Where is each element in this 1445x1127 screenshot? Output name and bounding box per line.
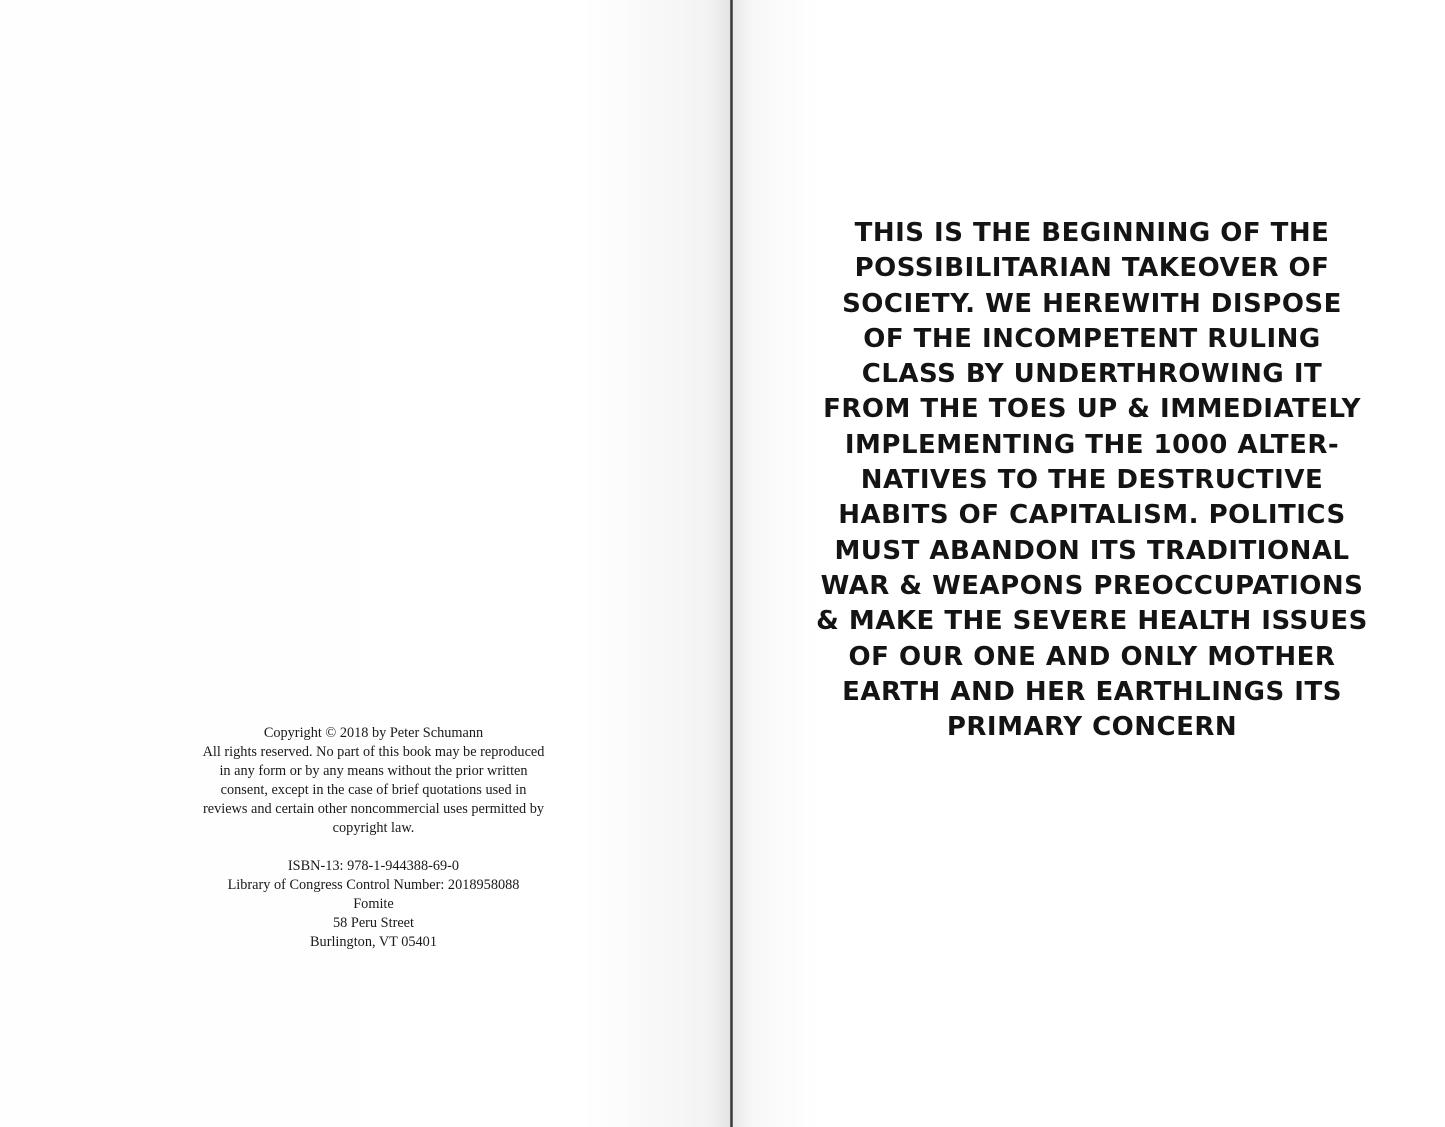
rights-line: reviews and certain other noncommercial uses permitted by [202,801,545,817]
rights-line: consent, except in the case of brief quotations used in [220,782,527,798]
rights-line: copyright law. [332,820,415,836]
manifesto-line: PRIMARY CONCERN [946,712,1238,743]
manifesto-line: MUST ABANDON ITS TRADITIONAL [834,535,1350,566]
publisher-street: 58 Peru Street [333,915,414,931]
manifesto-line: WAR & WEAPONS PREOCCUPATIONS [820,570,1364,601]
isbn: ISBN-13: 978-1-944388-69-0 [287,858,460,874]
manifesto-line: THIS IS THE BEGINNING OF THE [854,218,1330,248]
manifesto-line: IMPLEMENTING THE 1000 ALTER- [844,429,1340,460]
lccn: Library of Congress Control Number: 2018958088 [227,877,520,893]
copyright-block [160,724,587,952]
manifesto-line: HABITS OF CAPITALISM. POLITICS [838,500,1346,531]
manifesto-line: OF OUR ONE AND ONLY MOTHER [848,641,1336,672]
rights-line: in any form or by any means without the prior written [219,763,528,779]
publisher-name: Fomite [353,896,394,912]
manifesto-line: POSSIBILITARIAN TAKEOVER OF [854,253,1330,284]
manifesto-line: CLASS BY UNDERTHROWING IT [861,359,1323,390]
manifesto-text [787,216,1397,745]
manifesto-line: & MAKE THE SEVERE HEALTH ISSUES [816,606,1368,637]
manifesto-line: EARTH AND HER EARTHLINGS ITS [842,676,1342,707]
manifesto-line: FROM THE TOES UP & IMMEDIATELY [823,394,1361,425]
manifesto-line: NATIVES TO THE DESTRUCTIVE [860,465,1324,496]
manifesto-line: SOCIETY. WE HEREWITH DISPOSE [842,288,1342,319]
manifesto-line: OF THE INCOMPETENT RULING [863,323,1321,354]
spacer [160,838,587,857]
copyright-line: Copyright © 2018 by Peter Schumann [263,725,484,741]
rights-line: All rights reserved. No part of this book may be reproduced [202,744,545,760]
publisher-city: Burlington, VT 05401 [310,934,437,950]
